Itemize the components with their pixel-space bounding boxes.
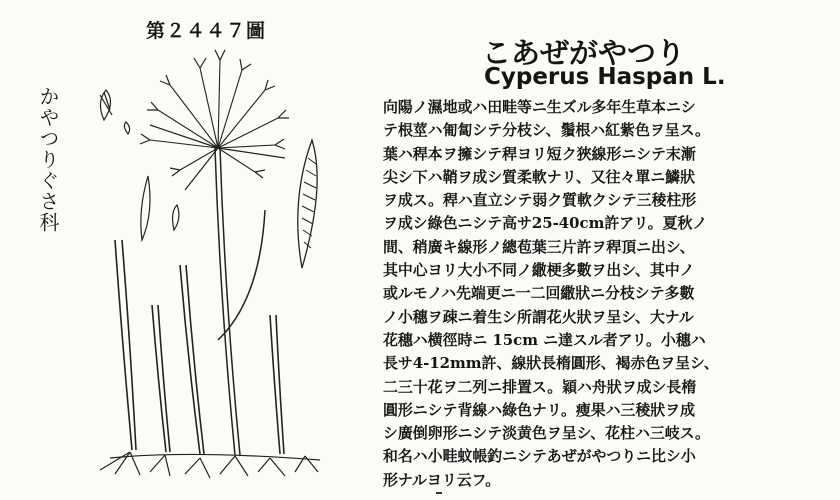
description-line: 其中心ヨリ大小不同ノ繖梗多數ヲ出シ、其中ノ (383, 261, 695, 280)
culm-bases (115, 240, 284, 454)
description-line: ノ小穗ヲ疎ニ着生シ所謂花火狀ヲ呈シ、大ナル (383, 307, 694, 326)
description-line: 向陽ノ濕地或ハ田畦等ニ生ズル多年生草本ニシ (383, 98, 696, 116)
involucral-bracts (150, 125, 285, 190)
description-line: 間、稍廣キ線形ノ總苞葉三片許ヲ稈頂ニ出シ、 (383, 237, 695, 256)
inflorescence-rays (150, 60, 278, 172)
family-name: かやつりぐさ科 (36, 86, 60, 233)
main-culm (215, 148, 265, 455)
description-line: シ廣倒卵形ニシテ淡黄色ヲ呈シ、花柱ハ三岐ス。 (383, 424, 710, 443)
japanese-name: こあぜがやつり (482, 36, 686, 70)
description-line: 圓形ニシテ背線ハ綠色ナリ。瘦果ハ三稜狀ヲ成 (383, 400, 695, 419)
plant-illustration (70, 40, 370, 480)
description-line: ヲ成ス。稈ハ直立シテ弱ク質軟クシテ三稜柱形 (383, 191, 697, 210)
description-line: 或ルモノハ先端更ニ一二回繖狀ニ分枝シテ多數 (383, 284, 695, 303)
root-system (100, 452, 320, 478)
description-line: 葉ハ稈本ヲ擁シテ稈ヨリ短ク狹線形ニシテ末漸 (383, 144, 696, 163)
description-line: 形ナルヨリ云フ。 (383, 470, 501, 489)
description-line: 和名ハ小畦蚊帳釣ニシテあぜがやつりニ比シ小 (383, 447, 696, 466)
description-line: 花穗ハ横徑時ニ 15cm ニ達スル者アリ。小穗ハ (383, 330, 706, 349)
plate-number: 第２４４７圖 (146, 20, 267, 42)
print-mark (436, 492, 442, 494)
scientific-name: Cyperus Haspan L. (484, 64, 726, 90)
description-line: ヲ成シ綠色ニシテ高サ25-40cm許アリ。夏秋ノ (383, 214, 708, 233)
description-line: 二三十花ヲ二列ニ排置ス。穎ハ舟狀ヲ成シ長楕 (383, 377, 697, 396)
glume-details (100, 90, 179, 240)
description-line: テ根莖ハ匍匐シテ分枝シ、鬚根ハ紅紫色ヲ呈ス。 (383, 121, 710, 140)
description-line: 尖シ下ハ鞘ヲ成シ質柔軟ナリ、又往々單ニ鱗狀 (383, 167, 695, 186)
description-line: 長サ4-12mm許、線狀長楕圓形、褐赤色ヲ呈シ、 (383, 354, 719, 373)
description-text (383, 96, 833, 492)
spikelets (140, 50, 289, 178)
spikelet-detail (298, 140, 317, 268)
